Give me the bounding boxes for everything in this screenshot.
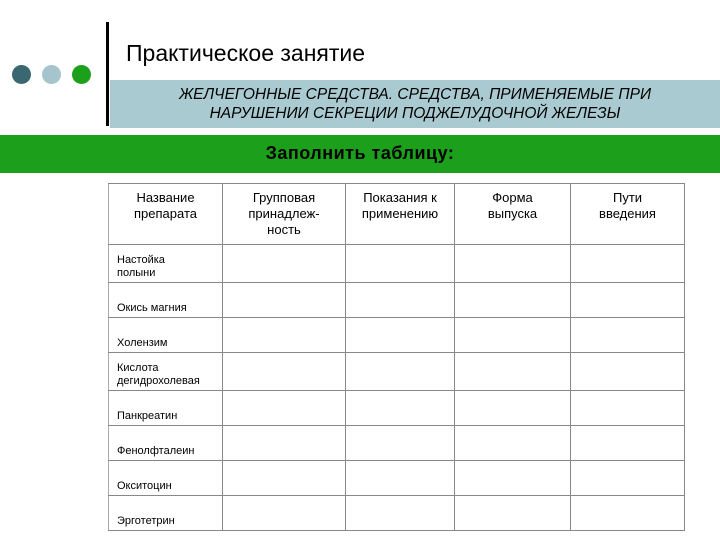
drug-table [108,183,685,531]
table-cell [223,245,346,283]
header-indications: Показания к применению [346,184,455,245]
header-group: Групповая принадлеж- ность [223,184,346,245]
table-cell [223,391,346,426]
table-cell [455,353,571,391]
header-route: Пути введения [571,184,685,245]
table-cell [346,426,455,461]
table-cell [223,353,346,391]
slide-subtitle: ЖЕЛЧЕГОННЫЕ СРЕДСТВА. СРЕДСТВА, ПРИМЕНЯЕМЫЕ ПРИ НАРУШЕНИИ СЕКРЕЦИИ ПОДЖЕЛУДОЧНОЙ ЖЕЛЕЗЫ [178,86,652,122]
table-cell [223,461,346,496]
table-cell [223,283,346,318]
header-form: Форма выпуска [455,184,571,245]
table-row [109,496,685,531]
table-row [109,283,685,318]
table-cell [346,318,455,353]
table-cell [223,318,346,353]
table-row [109,245,685,283]
table-cell [571,353,685,391]
decor-dot-light [42,65,61,84]
table-cell [571,426,685,461]
table-cell [455,318,571,353]
table-cell [455,426,571,461]
table-cell [346,353,455,391]
table-row [109,391,685,426]
table-cell [346,245,455,283]
subtitle-band [110,80,720,128]
table-cell [455,461,571,496]
table-cell [455,391,571,426]
table-cell [455,283,571,318]
drug-name-cell: Окситоцин [109,461,223,496]
header-drug-name: Название препарата [109,184,223,245]
table-cell [223,496,346,531]
table-cell [571,318,685,353]
drug-name-cell: Кислота дегидрохолевая [109,353,223,391]
drug-name-cell: Холензим [109,318,223,353]
table-row [109,353,685,391]
table-cell [571,461,685,496]
drug-name-cell: Фенолфталеин [109,426,223,461]
decor-dot-dark [12,65,31,84]
drug-name-cell: Окись магния [109,283,223,318]
table-cell [346,391,455,426]
table-cell [571,391,685,426]
drug-name-cell: Настойка полыни [109,245,223,283]
slide-title: Практическое занятие [126,40,366,66]
title-divider [106,22,109,126]
drug-name-cell: Эрготетрин [109,496,223,531]
table-header-row [109,184,685,245]
table-cell [571,283,685,318]
table-row [109,318,685,353]
table-row [109,426,685,461]
decor-dot-green [72,65,91,84]
table-cell [571,245,685,283]
table-row [109,461,685,496]
table-cell [455,245,571,283]
drug-name-cell: Панкреатин [109,391,223,426]
table-cell [346,461,455,496]
instruction-text: Заполнить таблицу: [265,143,455,163]
table-cell [571,496,685,531]
table-cell [455,496,571,531]
table-cell [346,496,455,531]
table-cell [346,283,455,318]
table-cell [223,426,346,461]
